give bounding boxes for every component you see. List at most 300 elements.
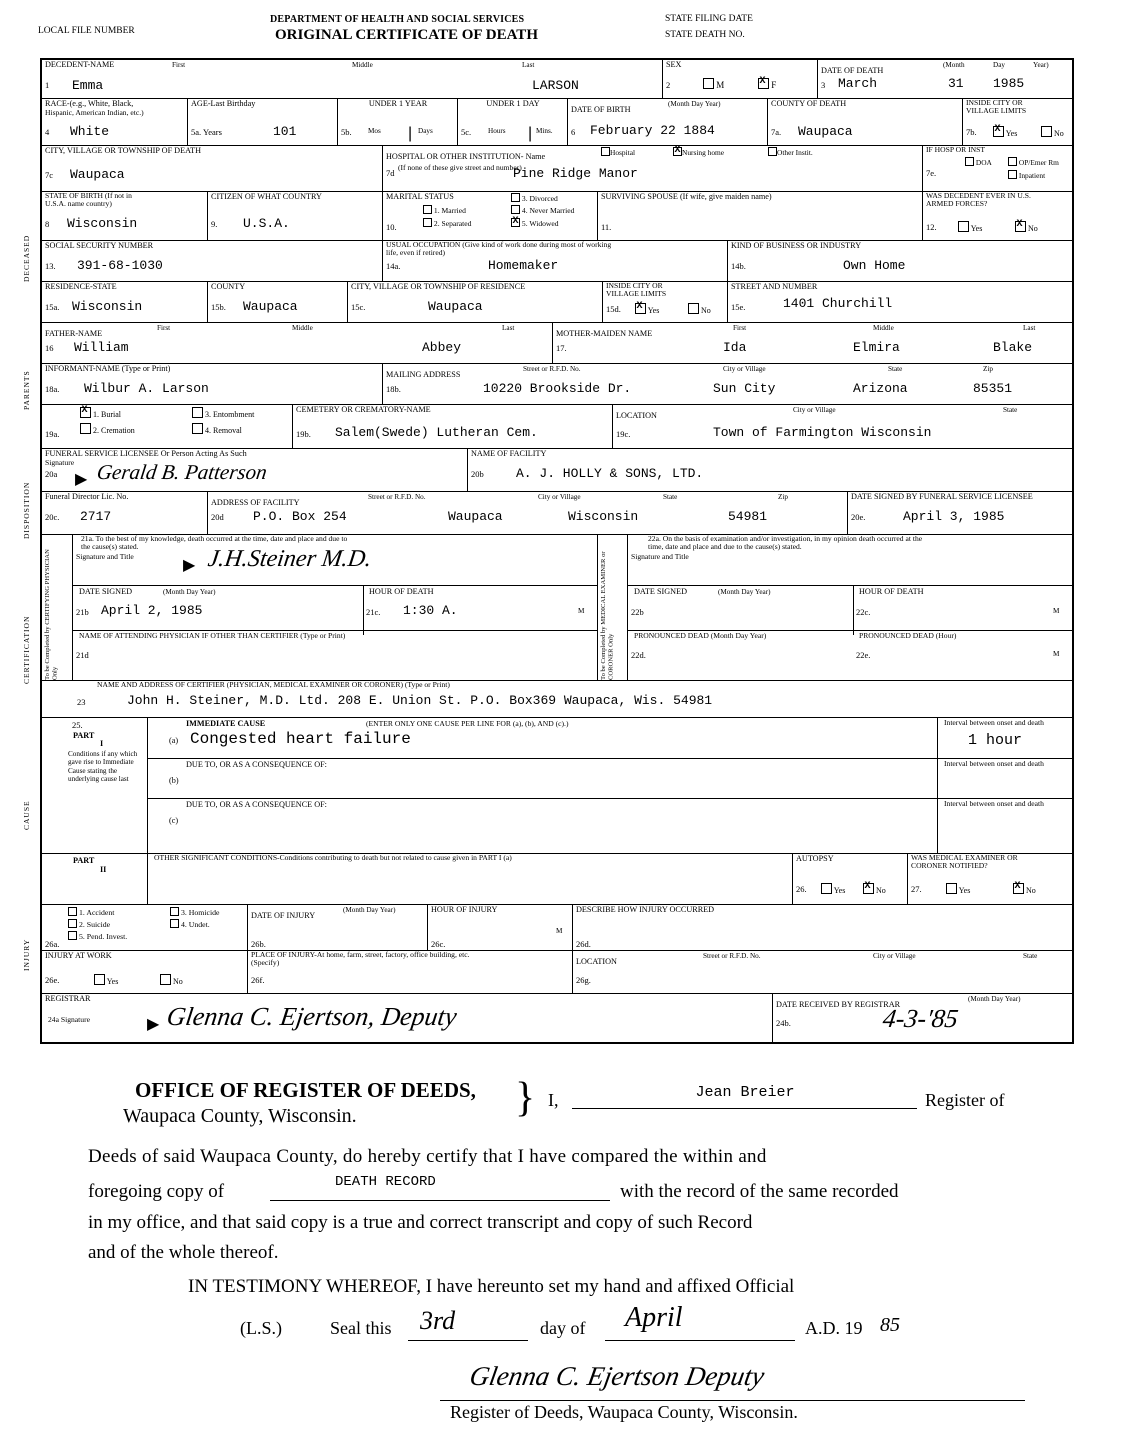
mother-label: MOTHER-MAIDEN NAME [556, 329, 653, 338]
inside-no-label: No [1054, 129, 1064, 138]
hospital-option-other[interactable] [768, 147, 813, 157]
seal-day-value: 3rd [420, 1306, 456, 1335]
field-injury-location[interactable] [572, 951, 1072, 993]
field-sex[interactable] [662, 60, 817, 98]
doa-checkbox[interactable] [965, 157, 992, 167]
field-number-22e: 22e. [856, 650, 871, 660]
work-yes-label: Yes [106, 977, 119, 986]
row-registrar [42, 994, 1072, 1042]
nursing-home-label: Nursing home [682, 148, 725, 157]
field-number-7b: 7b. [966, 127, 977, 137]
cause-a-value: Congested heart failure [190, 730, 411, 748]
injury-accident[interactable] [68, 907, 114, 917]
form-title: ORIGINAL CERTIFICATE OF DEATH [275, 27, 538, 43]
field-number-20c: 20c. [45, 512, 60, 522]
mailing-state-value: Arizona [853, 381, 908, 396]
registrar-label: REGISTRAR [45, 994, 91, 1003]
oper-label: OP/Emer Rm [1018, 158, 1059, 167]
field-number-7d: 7d [386, 168, 395, 178]
hospital-option-hospital[interactable] [601, 147, 635, 157]
dod-year: 1985 [993, 76, 1025, 91]
date-signed-sub: (Month Day Year) [163, 588, 216, 596]
facility-value: A. J. HOLLY & SONS, LTD. [516, 466, 704, 481]
location-value: Town of Farmington Wisconsin [713, 425, 932, 440]
mother-middle-label: Middle [873, 324, 894, 332]
field-number-8: 8 [45, 219, 50, 229]
field-number-16: 16 [45, 343, 54, 353]
field-father-name[interactable] [42, 323, 552, 363]
informant-value: Wilbur A. Larson [84, 381, 209, 396]
funeral-sig-label: Signature [45, 457, 75, 467]
date-signed-label: DATE SIGNED [79, 587, 132, 596]
ad-label: A.D. 19 [805, 1318, 863, 1338]
injury-suicide[interactable] [68, 919, 110, 929]
inside-yes-checkbox[interactable] [993, 126, 1017, 138]
field-occupation[interactable] [382, 241, 727, 281]
informant-label: INFORMANT-NAME (Type or Print) [45, 364, 171, 373]
field-number-26d: 26d. [576, 939, 591, 949]
immediate-cause-label: IMMEDIATE CAUSE [186, 719, 266, 728]
accident-label: 1. Accident [78, 908, 115, 917]
field-number-3: 3 [821, 80, 826, 90]
row-parents [42, 323, 1072, 364]
res-inside-label-2: VILLAGE LIMITS [606, 288, 667, 298]
inside-no-checkbox[interactable] [1041, 126, 1064, 138]
injury-at-work-label: INJURY AT WORK [45, 951, 112, 960]
office-line-1: OFFICE OF REGISTER OF DEEDS, [135, 1078, 476, 1102]
residence-state-value: Wisconsin [72, 299, 143, 314]
field-physician-certification[interactable]: 21a. To the best of my knowledge, death occurred at the time, date and place and due to the cause(s) stated. Signature and Title ▶ J.H.Steiner M.D. DATE SIGNED (Month Day Year) 21b April 2, 1985 HOUR OF DEATH 21c. 1:30 A. M NAME OF ATTENDING PHYSICIAN IF OTHER THAN CERTIFIER (Type or Print) 21d [72, 535, 597, 680]
never-married-label: 4. Never Married [521, 206, 575, 215]
field-city-of-death[interactable] [42, 146, 382, 191]
cause-intervals[interactable] [937, 718, 1072, 853]
field-facility-name[interactable] [467, 449, 1072, 491]
certification-line-6: and of the whole thereof. [88, 1242, 279, 1263]
field-number-13: 13. [45, 261, 56, 271]
field-business[interactable] [727, 241, 1072, 281]
father-last-label: Last [502, 324, 515, 332]
ls-label: (L.S.) [240, 1318, 282, 1338]
field-number-24b: 24b. [776, 1018, 791, 1028]
certification-line-4a: foregoing copy of [88, 1181, 225, 1202]
row-certifier-address [42, 681, 1072, 718]
me-yes-checkbox[interactable] [946, 883, 970, 895]
date-received-value: 4-3-'85 [881, 1004, 960, 1033]
cause-b-label: (b) [169, 776, 179, 785]
autopsy-yes-label: Yes [833, 886, 846, 895]
pronounced-m-label: M [1053, 650, 1060, 658]
field-number-26b: 26b. [251, 939, 266, 949]
field-number-7a: 7a. [771, 127, 782, 137]
state-filing-date-label: STATE FILING DATE [665, 14, 753, 24]
field-manner-of-death[interactable] [42, 905, 247, 950]
field-number-26g: 26g. [576, 975, 591, 985]
medical-examiner-sidebar [597, 535, 627, 680]
field-date-signed-funeral[interactable] [847, 492, 1072, 534]
field-number-14a: 14a. [386, 261, 401, 271]
lic-label: Funeral Director Lic. No. [45, 492, 129, 501]
divorced-label: 3. Divorced [521, 194, 558, 203]
date-signed-value: April 2, 1985 [101, 603, 203, 618]
field-county-of-death[interactable] [767, 99, 962, 145]
field-number-26f: 26f. [251, 975, 265, 985]
field-armed-forces[interactable] [922, 192, 1072, 240]
field-informant[interactable] [42, 364, 382, 404]
i-label: I, [548, 1090, 559, 1110]
ssn-value: 391-68-1030 [77, 258, 163, 273]
mos-label: Mos [368, 127, 381, 135]
field-date-of-injury[interactable] [247, 905, 427, 950]
field-ssn[interactable] [42, 241, 382, 281]
cause-c-label: (c) [169, 816, 179, 825]
marital-separated[interactable] [423, 218, 471, 228]
birthstate-value: Wisconsin [67, 216, 138, 231]
field-number-20a: 20a [45, 469, 58, 479]
armed-no-checkbox[interactable] [1015, 221, 1038, 233]
field-number-7e: 7e. [926, 168, 937, 178]
field-race[interactable] [42, 99, 187, 145]
armed-label-2: ARMED FORCES? [926, 198, 988, 208]
describe-injury-label: DESCRIBE HOW INJURY OCCURRED [576, 905, 715, 914]
certificate-grid [22, 58, 1074, 1044]
spouse-label: SURVIVING SPOUSE (If wife, give maiden name) [601, 192, 772, 201]
county-of-death-label: COUNTY OF DEATH [771, 99, 847, 108]
field-residence-state[interactable] [42, 282, 207, 322]
work-no-label: No [173, 977, 183, 986]
field-number-15c: 15c. [351, 302, 366, 312]
certificate-form [20, 14, 1075, 1044]
disposition-removal[interactable] [192, 423, 242, 435]
field-date-received[interactable] [772, 994, 1072, 1042]
street-label: STREET AND NUMBER [731, 282, 818, 291]
marital-divorced[interactable] [511, 193, 558, 203]
field-mother-name[interactable] [552, 323, 1072, 363]
doa-label: DOA [975, 158, 992, 167]
pronounced-hour-label: PRONOUNCED DEAD (Hour) [859, 631, 957, 640]
field-decedent-name[interactable] [42, 60, 662, 98]
entombment-label: 3. Entombment [205, 410, 255, 419]
me-notified-label: WAS MEDICAL EXAMINER OR [911, 853, 1018, 862]
mins-label: Mins. [536, 127, 553, 135]
marital-never-married[interactable] [511, 205, 574, 215]
field-number-1: 1 [45, 80, 50, 90]
date-of-injury-label: DATE OF INJURY [251, 911, 316, 920]
row-birth-marital [42, 192, 1072, 241]
field-describe-injury[interactable] [572, 905, 1072, 950]
business-value: Own Home [843, 258, 906, 273]
right-sig-title-label: Signature and Title [631, 551, 689, 561]
addr-city-label: City or Village [538, 493, 581, 501]
first-label: First [172, 61, 186, 69]
mother-last-label: Last [1023, 324, 1036, 332]
field-date-of-birth[interactable] [567, 99, 767, 145]
certifying-physician-sidebar [42, 535, 72, 680]
date-of-injury-sub: (Month Day Year) [343, 906, 396, 914]
disposition-entombment[interactable] [192, 407, 254, 419]
oper-checkbox[interactable] [1008, 157, 1059, 167]
seal-year-value: 85 [880, 1314, 900, 1336]
funeral-date-label: DATE SIGNED BY FUNERAL SERVICE LICENSEE [851, 492, 1033, 501]
armed-yes-label: Yes [970, 224, 983, 233]
me-date-signed-label: DATE SIGNED [634, 587, 687, 596]
field-number-5b: 5b. [341, 127, 352, 137]
res-inside-yes-label: Yes [647, 306, 660, 315]
field-me-notified[interactable] [907, 854, 1072, 904]
cert-21a-text2: the cause(s) stated. [81, 541, 139, 551]
field-number-22c: 22c. [856, 607, 871, 617]
me-hour-m-label: M [1053, 607, 1060, 615]
addr-street-label: Street or R.F.D. No. [368, 493, 426, 501]
autopsy-yes-checkbox[interactable] [821, 883, 845, 895]
under-1-day-label: UNDER 1 DAY [486, 99, 540, 108]
field-residence-city[interactable] [347, 282, 602, 322]
field-number-15b: 15b. [211, 302, 226, 312]
field-residence-inside-limits[interactable] [602, 282, 727, 322]
hospital-value: Pine Ridge Manor [513, 166, 638, 181]
dod-day-label: Day [993, 61, 1005, 69]
field-number-22d: 22d. [631, 650, 646, 660]
sex-female-checkbox[interactable] [758, 78, 776, 90]
field-registrar-signature[interactable]: REGISTRAR 24a Signature ▶ Glenna C. Ejertson, Deputy [42, 994, 772, 1042]
business-label: KIND OF BUSINESS OR INDUSTRY [731, 241, 862, 250]
field-number-26e: 26e. [45, 975, 60, 985]
field-facility-address[interactable] [207, 492, 847, 534]
hospital-label: HOSPITAL OR OTHER INSTITUTION- Name [386, 152, 546, 161]
inpatient-checkbox[interactable] [1008, 170, 1045, 180]
due-to-label-2: DUE TO, OR AS A CONSEQUENCE OF: [186, 800, 327, 809]
day-of-label: day of [540, 1318, 586, 1338]
part-2-label: PART [73, 856, 95, 865]
mother-last-name: Blake [993, 340, 1033, 355]
field-examiner-certification[interactable] [627, 535, 1072, 680]
sex-male-checkbox[interactable] [703, 78, 724, 90]
conditions-note: Conditions if any which gave rise to Immediate Cause stating the underlying cause last [68, 750, 138, 783]
occupation-label: USUAL OCCUPATION (Give kind of work done during most of working [386, 240, 612, 249]
field-funeral-licensee[interactable]: FUNERAL SERVICE LICENSEE Or Person Acting As Such Signature 20a ▶ Gerald B. Patterson [42, 449, 467, 491]
cert-22a-text2: time, date and place and due to the cause(s) stated. [648, 541, 802, 551]
field-number-9: 9. [211, 219, 218, 229]
field-number-17: 17. [556, 343, 567, 353]
father-first-label: First [157, 324, 171, 332]
field-number-26c: 26c. [431, 939, 446, 949]
funeral-label: FUNERAL SERVICE LICENSEE Or Person Acting As Such [45, 449, 247, 458]
race-label: RACE-(e.g., White, Black, [45, 99, 134, 108]
field-surviving-spouse[interactable] [597, 192, 922, 240]
field-number-18a: 18a. [45, 384, 60, 394]
residence-city-value: Waupaca [428, 299, 483, 314]
sex-female-label: F [771, 80, 777, 90]
hour-m-label: M [578, 607, 585, 615]
married-label: 1. Married [433, 206, 466, 215]
field-number-20e: 20e. [851, 512, 866, 522]
lic-value: 2717 [80, 509, 112, 524]
cause-a-label: (a) [169, 736, 179, 745]
inside-yes-label: Yes [1005, 129, 1018, 138]
marital-married[interactable] [423, 205, 466, 215]
field-number-5a: 5a. Years [191, 127, 222, 137]
injury-homicide[interactable] [170, 907, 220, 917]
field-number-20b: 20b [471, 469, 484, 479]
seal-month-line [605, 1340, 795, 1341]
field-inside-city-limits[interactable] [962, 99, 1072, 145]
citizen-label: CITIZEN OF WHAT COUNTRY [211, 192, 322, 201]
field-hospital[interactable] [382, 146, 922, 191]
burial-label: 1. Burial [93, 410, 121, 419]
field-injury-at-work[interactable] [42, 951, 247, 993]
dob-sub-label: (Month Day Year) [668, 100, 721, 108]
enter-only-one-label: (ENTER ONLY ONE CAUSE PER LINE FOR (a), (b), AND (c).) [366, 719, 569, 728]
row-injury-2 [42, 951, 1072, 994]
brace-glyph: } [515, 1075, 536, 1121]
work-yes-checkbox[interactable] [94, 974, 118, 986]
field-marital-status[interactable] [382, 192, 597, 240]
if-hosp-label: IF HOSP OR INST [926, 145, 986, 154]
field-cemetery[interactable] [292, 405, 612, 448]
row-certification [42, 535, 1072, 681]
field-place-of-injury[interactable] [247, 951, 572, 993]
age-label: AGE-Last Birthday [191, 99, 256, 108]
mother-middle-name: Elmira [853, 340, 900, 355]
field-number-15e: 15e. [731, 302, 746, 312]
widowed-label: 5. Widowed [521, 219, 559, 228]
autopsy-no-checkbox[interactable] [863, 883, 886, 895]
interval-label-a: Interval between onset and death [944, 718, 1044, 727]
armed-yes-checkbox[interactable] [958, 221, 982, 233]
field-autopsy[interactable] [792, 854, 907, 904]
birthstate-label: STATE OF BIRTH (If not in [45, 191, 132, 200]
left-sig-title-label: Signature and Title [76, 551, 134, 561]
hospital-option-nursing-home[interactable] [673, 147, 724, 157]
right-side-label: To be Completed by MEDICAL EXAMINER or CORONER Only [600, 551, 615, 680]
field-number-18b: 18b. [386, 384, 401, 394]
record-type-line [270, 1200, 610, 1201]
field-number-10: 10. [386, 222, 397, 232]
other-instit-label: Other Instit. [777, 148, 813, 157]
res-inside-no-checkbox[interactable] [688, 303, 711, 315]
injury-location-city-label: City or Village [873, 952, 916, 960]
field-mailing-address[interactable] [382, 364, 1072, 404]
field-number-11: 11. [601, 222, 612, 232]
homicide-label: 3. Homicide [180, 908, 220, 917]
field-under-1-day[interactable]: UNDER 1 DAY 5c. Hours Mins. | [457, 99, 567, 145]
mailing-street-value: 10220 Brookside Dr. [483, 381, 632, 396]
field-cemetery-location[interactable] [612, 405, 1072, 448]
row-injury-1 [42, 905, 1072, 951]
addr-city-value: Waupaca [448, 509, 503, 524]
cause-part2-label-cell [42, 854, 147, 904]
section-label-injury: INJURY [22, 938, 31, 972]
inside-city-label: INSIDE CITY OR [966, 98, 1023, 107]
me-notified-label-2: CORONER NOTIFIED? [911, 860, 988, 870]
registrar-signature-value: Glenna C. Ejertson, Deputy [165, 1002, 459, 1031]
field-state-of-birth[interactable] [42, 192, 207, 240]
field-number-4: 4 [45, 127, 50, 137]
last-label: Last [522, 61, 535, 69]
field-street-number[interactable] [727, 282, 1072, 322]
certification-line-3: Deeds of said Waupaca County, do hereby certify that I have compared the within and [88, 1146, 767, 1167]
location-city-label: City or Village [793, 406, 836, 414]
undetermined-label: 4. Undet. [180, 920, 210, 929]
register-name: Jean Breier [695, 1084, 795, 1101]
date-of-death-label: DATE OF DEATH [821, 66, 884, 75]
mailing-zip-value: 85351 [973, 381, 1013, 396]
field-number-19a: 19a. [45, 429, 60, 439]
field-number-21d: 21d [76, 650, 89, 660]
row-decedent-name [42, 60, 1072, 99]
local-file-number-label: LOCAL FILE NUMBER [38, 26, 135, 36]
me-no-checkbox[interactable] [1013, 883, 1036, 895]
res-inside-yes-checkbox[interactable] [635, 303, 659, 315]
mother-first-label: First [733, 324, 747, 332]
field-date-of-death[interactable] [817, 60, 1072, 98]
field-director-license[interactable] [42, 492, 207, 534]
field-certifier[interactable] [42, 681, 1072, 717]
funeral-signature: Gerald B. Patterson [95, 460, 269, 484]
field-number-24a: 24a Signature [48, 1015, 90, 1024]
armed-no-label: No [1028, 224, 1038, 233]
certification-line-7: IN TESTIMONY WHEREOF, I have hereunto set my hand and affixed Official [188, 1276, 795, 1297]
row-residence [42, 282, 1072, 323]
marital-widowed[interactable] [511, 218, 559, 228]
field-citizen-country[interactable] [207, 192, 382, 240]
injury-location-label: LOCATION [576, 957, 617, 966]
residence-county-value: Waupaca [243, 299, 298, 314]
injury-pending[interactable] [68, 931, 127, 941]
injury-undetermined[interactable] [170, 919, 210, 929]
cause-part1-label-cell [42, 718, 147, 853]
cemetery-value: Salem(Swede) Lutheran Cem. [335, 425, 538, 440]
field-hour-of-injury[interactable] [427, 905, 572, 950]
middle-label: Middle [352, 61, 373, 69]
row-funeral-address [42, 492, 1072, 535]
row-city-hospital [42, 146, 1072, 192]
other-conditions-label: OTHER SIGNIFICANT CONDITIONS-Conditions contributing to death but not related to cause given in PART I (a) [154, 853, 512, 862]
field-number-23: 23 [77, 697, 86, 707]
field-if-hosp-inst[interactable] [922, 146, 1072, 191]
field-number-26a: 26a. [45, 939, 60, 949]
field-under-1-year[interactable]: UNDER 1 YEAR 5b. Mos Days | [337, 99, 457, 145]
mailing-city-value: Sun City [713, 381, 776, 396]
register-of-label: Register of [925, 1090, 1005, 1110]
addr-street-value: P.O. Box 254 [253, 509, 347, 524]
dod-month-label: (Month [943, 61, 965, 69]
row-cause-part1 [42, 718, 1072, 854]
under-1-year-label: UNDER 1 YEAR [368, 99, 428, 108]
row-cause-part2 [42, 854, 1072, 905]
office-line-2: Waupaca County, Wisconsin. [123, 1105, 357, 1127]
field-number-20d: 20d [211, 512, 224, 522]
suicide-label: 2. Suicide [78, 920, 111, 929]
interval-label-b: Interval between onset and death [944, 759, 1044, 768]
field-disposition-type[interactable] [42, 405, 292, 448]
field-residence-county[interactable] [207, 282, 347, 322]
disposition-burial[interactable] [80, 407, 121, 419]
cause-lines[interactable] [147, 718, 937, 853]
dod-month: March [838, 76, 878, 91]
section-label-cause: CAUSE [22, 800, 31, 830]
me-yes-label: Yes [958, 886, 971, 895]
disposition-cremation[interactable] [80, 423, 135, 435]
hospital-option-label: Hospital [610, 148, 636, 157]
work-no-checkbox[interactable] [160, 974, 183, 986]
field-age[interactable] [187, 99, 337, 145]
field-number-27: 27. [911, 884, 922, 894]
me-no-label: No [1026, 886, 1036, 895]
field-other-conditions[interactable] [147, 854, 792, 904]
part-1-roman: I [100, 739, 104, 748]
attending-physician-label: NAME OF ATTENDING PHYSICIAN IF OTHER THAN CERTIFIER (Type or Print) [79, 631, 346, 640]
interval-label-c: Interval between onset and death [944, 799, 1044, 808]
